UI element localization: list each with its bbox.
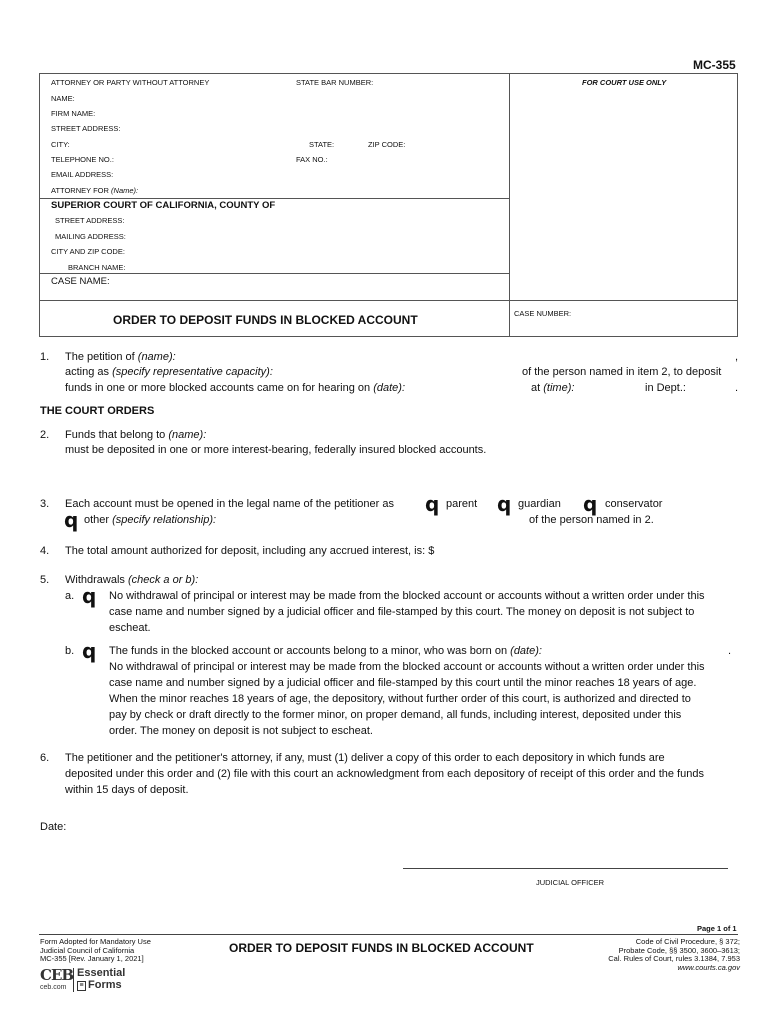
item-5a-label: a.	[65, 590, 75, 602]
item-4-total-amount: The total amount authorized for deposit, including any accrued interest, is: $	[65, 545, 435, 557]
city-label: CITY:	[51, 140, 70, 149]
item-6-line: within 15 days of deposit.	[65, 784, 189, 796]
ceb-logo-text: CEB	[40, 966, 74, 984]
court-title: SUPERIOR COURT OF CALIFORNIA, COUNTY OF	[51, 200, 276, 211]
essential-text: Essential	[77, 967, 126, 979]
item-5b-period: .	[728, 645, 732, 657]
judicial-officer-label: JUDICIAL OFFICER	[536, 878, 605, 887]
item-5b-text	[109, 659, 739, 739]
telephone-label: TELEPHONE NO.:	[51, 155, 114, 164]
item-1-number: 1.	[40, 351, 50, 363]
item-5b-label: b.	[65, 645, 75, 657]
item-1-time: at (time):	[531, 382, 575, 394]
zip-label: ZIP CODE:	[368, 140, 406, 149]
footer-citation: Probate Code, §§ 3500, 3600–3613;	[618, 945, 740, 955]
email-label: EMAIL ADDRESS:	[51, 170, 114, 179]
item-1-petition-of: The petition of (name):	[65, 351, 176, 363]
guardian-checkbox[interactable]: q	[497, 492, 512, 516]
attorney-label: ATTORNEY OR PARTY WITHOUT ATTORNEY	[51, 78, 210, 87]
parent-checkbox[interactable]: q	[425, 492, 440, 516]
attorney-for-label: ATTORNEY FOR (Name):	[51, 186, 139, 195]
name-label: NAME:	[51, 94, 75, 103]
footer-left	[40, 938, 151, 964]
item-1-dept: in Dept.:	[645, 382, 686, 394]
footer-citation: Code of Civil Procedure, § 372;	[635, 937, 740, 946]
item-5b-line: case name and number signed by a judicial officer and file-stamped by this court until the minor reaches 18 years of age.	[109, 677, 697, 689]
conservator-checkbox[interactable]: q	[583, 492, 598, 516]
withdrawal-a-checkbox[interactable]: q	[82, 584, 97, 608]
item-1-person-named: of the person named in item 2, to deposit	[522, 366, 722, 378]
footer-citation: Cal. Rules of Court, rules 3.1384, 7.953	[608, 954, 740, 963]
other-checkbox[interactable]: q	[64, 508, 79, 532]
state-bar-label: STATE BAR NUMBER:	[296, 78, 374, 87]
item-5-withdrawals: Withdrawals (check a or b):	[65, 574, 199, 586]
item-6-line: The petitioner and the petitioner's attorney, if any, must (1) deliver a copy of this order to each depository in which funds are	[65, 752, 665, 764]
logo-divider	[73, 968, 74, 992]
item-5b-line: When the minor reaches 18 years of age, the depository, without further order of this court, is authorized and directed to	[109, 693, 691, 705]
date-label: Date:	[40, 821, 67, 833]
form-title: ORDER TO DEPOSIT FUNDS IN BLOCKED ACCOUNT	[113, 313, 418, 327]
item-5b-line: order. The money on deposit is not subject to escheat.	[109, 725, 373, 737]
withdrawal-b-checkbox[interactable]: q	[82, 639, 97, 663]
item-3-person-named: of the person named in 2.	[529, 514, 654, 526]
item-5-number: 5.	[40, 574, 50, 586]
item-6-line: deposited under this order and (2) file with this court an acknowledgment from each depository of receipt of this order and the funds	[65, 768, 704, 780]
item-5b-line: pay by check or draft directly to the former minor, on proper demand, all funds, including interest, deposited under this	[109, 709, 682, 721]
ceb-site-text: ceb.com	[40, 984, 67, 991]
title-divider	[39, 300, 738, 301]
page-number: Page 1 of 1	[697, 924, 737, 933]
item-1-hearing: funds in one or more blocked accounts came on for hearing on (date):	[65, 382, 405, 394]
item-6-number: 6.	[40, 752, 50, 764]
item-5a-line: escheat.	[109, 622, 151, 634]
item-2-must-deposit: must be deposited in one or more interest-bearing, federally insured blocked accounts.	[65, 444, 487, 456]
other-label: other (specify relationship):	[84, 514, 217, 526]
forms-document-icon: ≡	[77, 981, 86, 991]
item-2-funds-belong: Funds that belong to (name):	[65, 429, 207, 441]
conservator-label: conservator	[605, 498, 663, 510]
mailing-label: MAILING ADDRESS:	[55, 232, 126, 241]
court-use-divider	[509, 73, 510, 337]
street-label: STREET ADDRESS:	[51, 124, 121, 133]
item-5b-minor-born: The funds in the blocked account or accounts belong to a minor, who was born on (date):	[109, 645, 542, 657]
footer-left-line: Judicial Council of California	[40, 945, 135, 955]
footer-left-line: Form Adopted for Mandatory Use	[40, 937, 151, 946]
item-2-number: 2.	[40, 429, 50, 441]
court-use-label: FOR COURT USE ONLY	[582, 78, 667, 87]
item-5a-line: case name and number signed by a judicial officer and file-stamped by this court. The money on deposit is not subject to	[109, 606, 695, 618]
court-street-label: STREET ADDRESS:	[55, 216, 125, 225]
item-4-number: 4.	[40, 545, 50, 557]
item-1-acting-as: acting as (specify representative capacity):	[65, 366, 273, 378]
case-number-label: CASE NUMBER:	[514, 309, 572, 318]
item-5b-line: No withdrawal of principal or interest may be made from the blocked account or accounts without a written order under this	[109, 661, 705, 673]
parent-label: parent	[446, 498, 478, 510]
footer-right	[560, 938, 740, 972]
footer-left-line: MC-355 [Rev. January 1, 2021]	[40, 954, 144, 963]
item-5a-text	[109, 588, 739, 636]
footer-title: ORDER TO DEPOSIT FUNDS IN BLOCKED ACCOUNT	[229, 941, 534, 955]
city-zip-label: CITY AND ZIP CODE:	[51, 247, 125, 256]
case-name-label: CASE NAME:	[51, 276, 110, 287]
ceb-essential-forms-logo	[40, 966, 130, 996]
footer-rule	[39, 934, 738, 935]
signature-line	[403, 868, 728, 869]
court-orders-heading: THE COURT ORDERS	[40, 405, 155, 417]
item-5a-line: No withdrawal of principal or interest may be made from the blocked account or accounts without a written order under this	[109, 590, 705, 602]
item-1-period: .	[735, 382, 739, 394]
item-1-comma: ,	[735, 351, 739, 363]
court-section-divider	[39, 198, 509, 199]
fax-label: FAX NO.:	[296, 155, 328, 164]
firm-label: FIRM NAME:	[51, 109, 96, 118]
form-number: MC-355	[693, 58, 736, 72]
item-6-text	[65, 750, 740, 798]
branch-label: BRANCH NAME:	[68, 263, 126, 272]
state-label: STATE:	[309, 140, 335, 149]
forms-text: Forms	[88, 979, 122, 991]
case-name-divider	[39, 273, 509, 274]
item-3-number: 3.	[40, 498, 50, 510]
guardian-label: guardian	[518, 498, 561, 510]
item-3-legal-name: Each account must be opened in the legal name of the petitioner as	[65, 498, 394, 510]
courts-website-link[interactable]: www.courts.ca.gov	[677, 962, 740, 972]
